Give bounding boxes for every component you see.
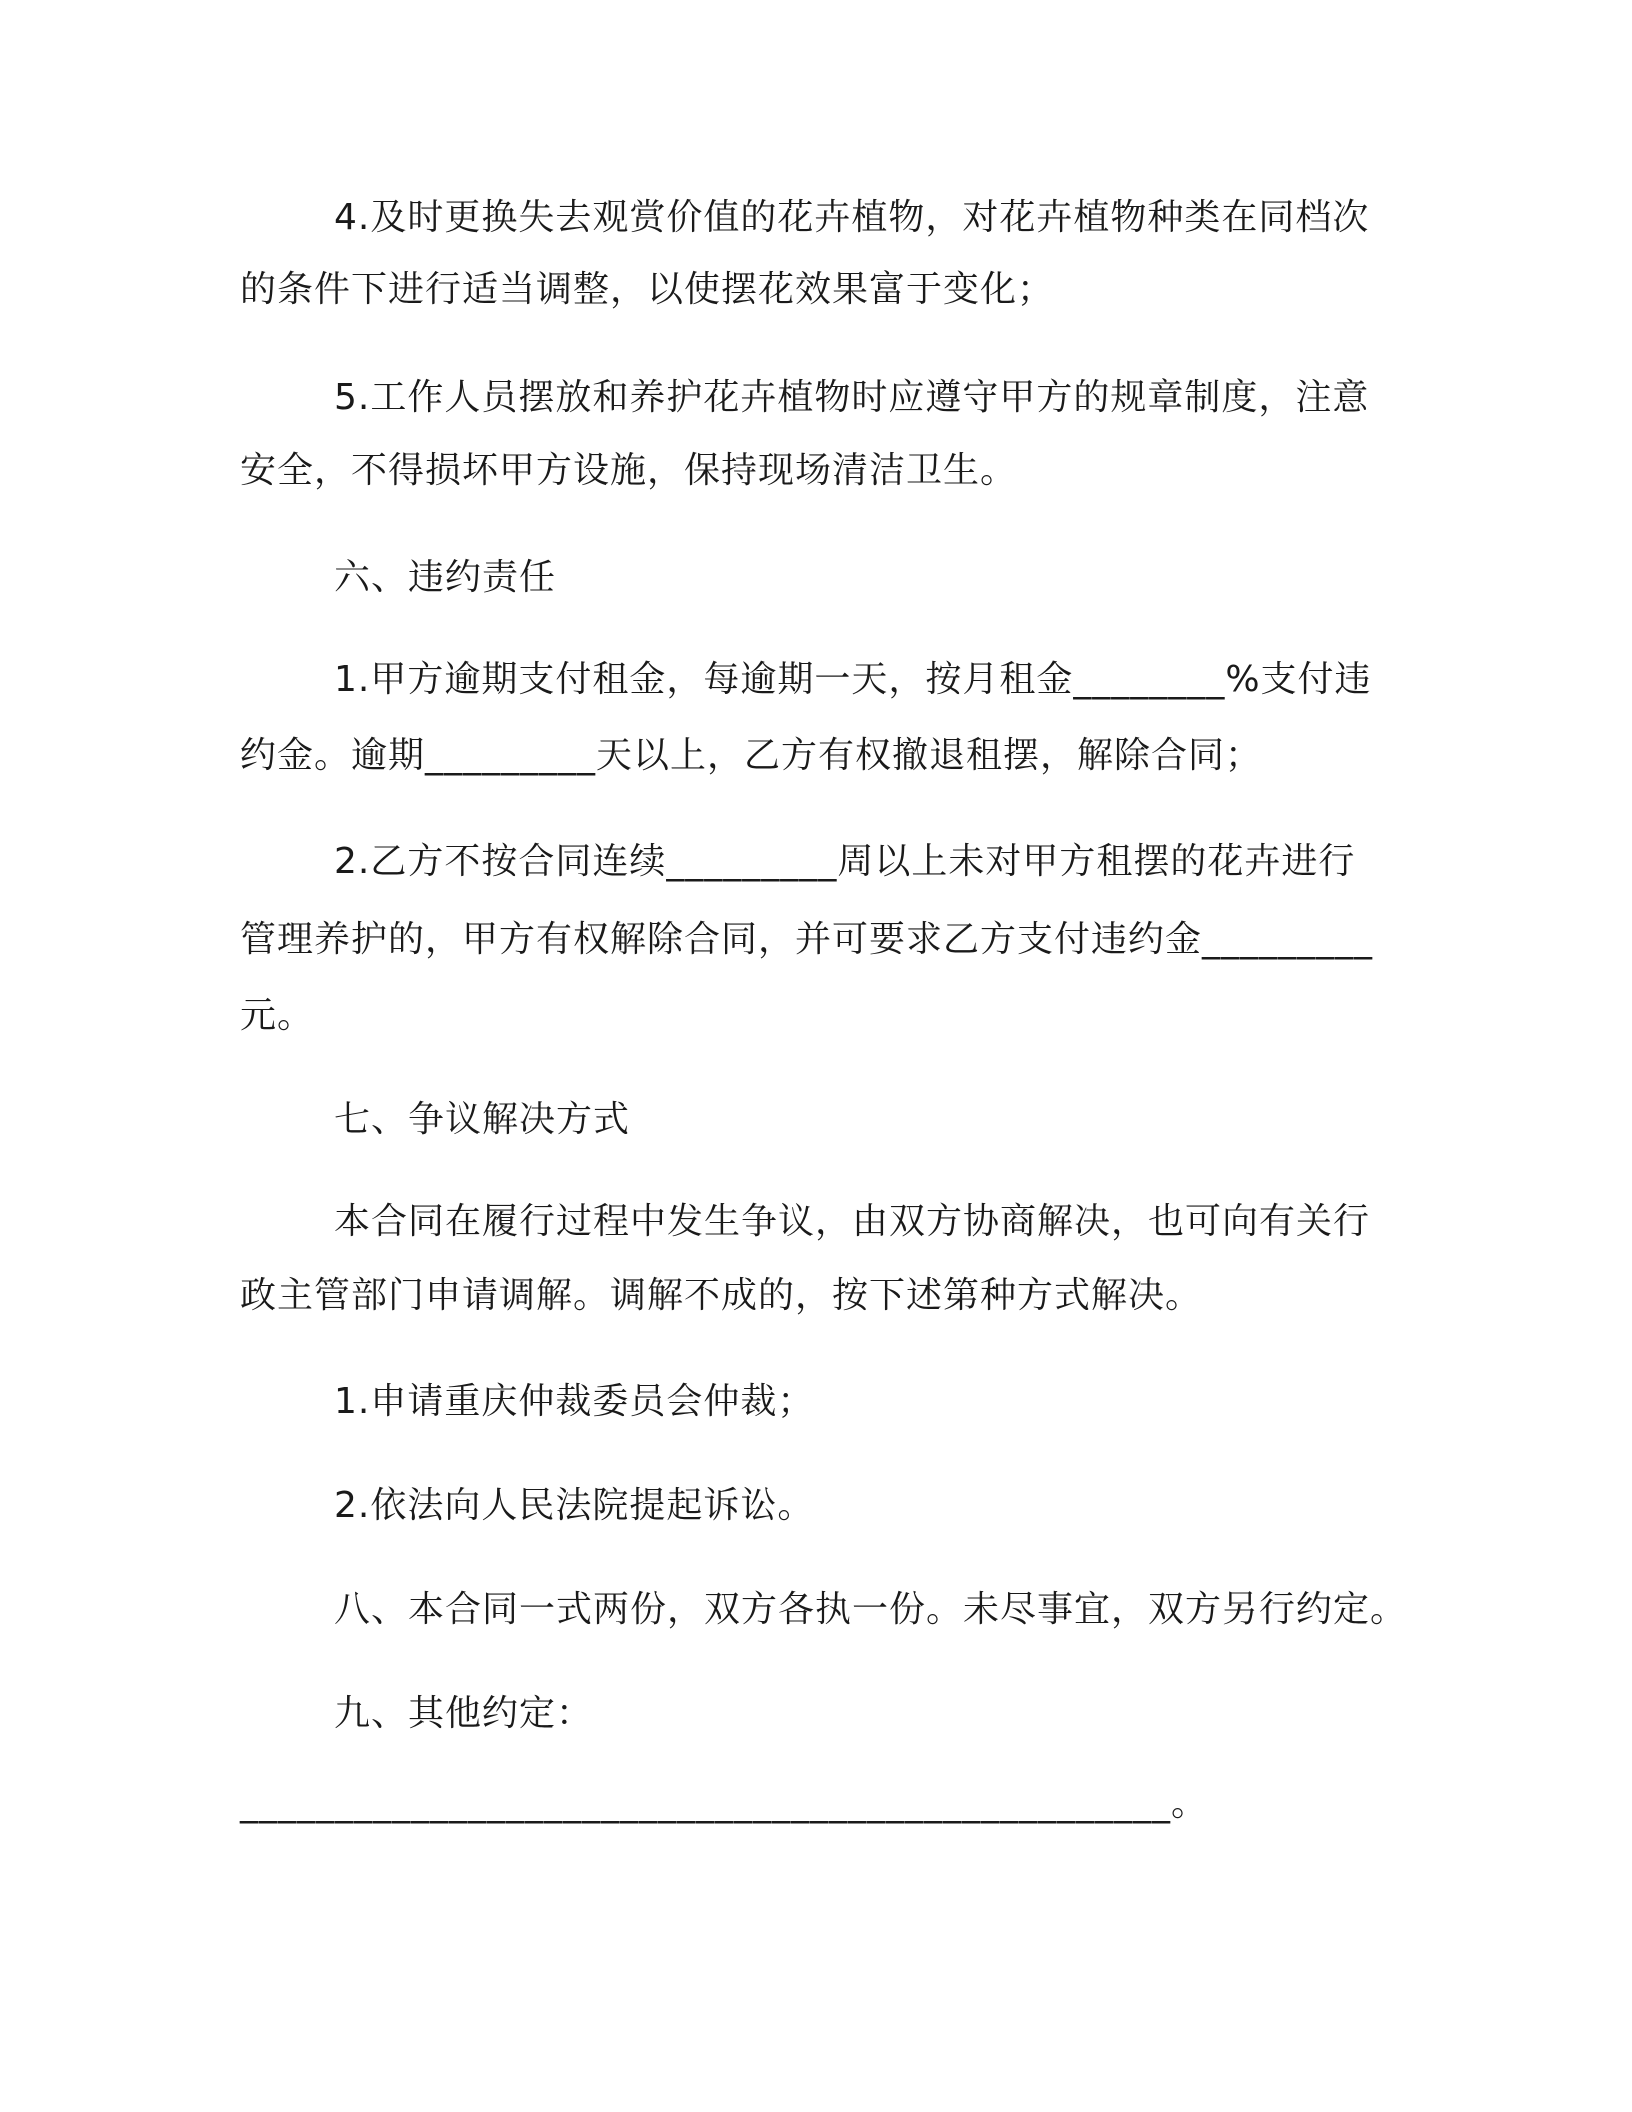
section-9-heading: 九、其他约定： — [334, 1693, 594, 1734]
clause-5-4-line-2: 的条件下进行适当调整，以使摆花效果富于变化； — [240, 269, 1055, 310]
section-7-heading: 七、争议解决方式 — [334, 1099, 631, 1140]
clause-7-1: 1.申请重庆仲裁委员会仲裁； — [334, 1381, 815, 1422]
clause-7-2: 2.依法向人民法院提起诉讼。 — [334, 1485, 815, 1526]
section-7-paragraph-line-1: 本合同在履行过程中发生争议，由双方协商解决，也可向有关行 — [334, 1201, 1371, 1242]
section-8: 八、本合同一式两份，双方各执一份。未尽事宜，双方另行约定。 — [334, 1589, 1408, 1630]
clause-6-2-line-2: 管理养护的，甲方有权解除合同，并可要求乙方支付违约金_________ — [240, 919, 1374, 960]
section-7-paragraph-line-2: 政主管部门申请调解。调解不成的，按下述第种方式解决。 — [240, 1275, 1203, 1316]
clause-6-2-line-1: 2.乙方不按合同连续_________周以上未对甲方租摆的花卉进行 — [334, 841, 1356, 882]
clause-6-1-line-1: 1.甲方逾期支付租金，每逾期一天，按月租金________%支付违 — [334, 659, 1372, 700]
section-6-heading: 六、违约责任 — [334, 557, 557, 598]
clause-6-1-line-2: 约金。逾期_________天以上，乙方有权撤退租摆，解除合同； — [240, 735, 1263, 776]
clause-5-5-line-2: 安全，不得损坏甲方设施，保持现场清洁卫生。 — [240, 450, 1018, 491]
other-agreement-blank-line: _________________________________________________。 — [240, 1783, 1208, 1824]
clause-5-4-line-1: 4.及时更换失去观赏价值的花卉植物，对花卉植物种类在同档次 — [334, 197, 1370, 238]
clause-5-5-line-1: 5.工作人员摆放和养护花卉植物时应遵守甲方的规章制度，注意 — [334, 377, 1370, 418]
clause-6-2-line-3: 元。 — [240, 995, 315, 1036]
